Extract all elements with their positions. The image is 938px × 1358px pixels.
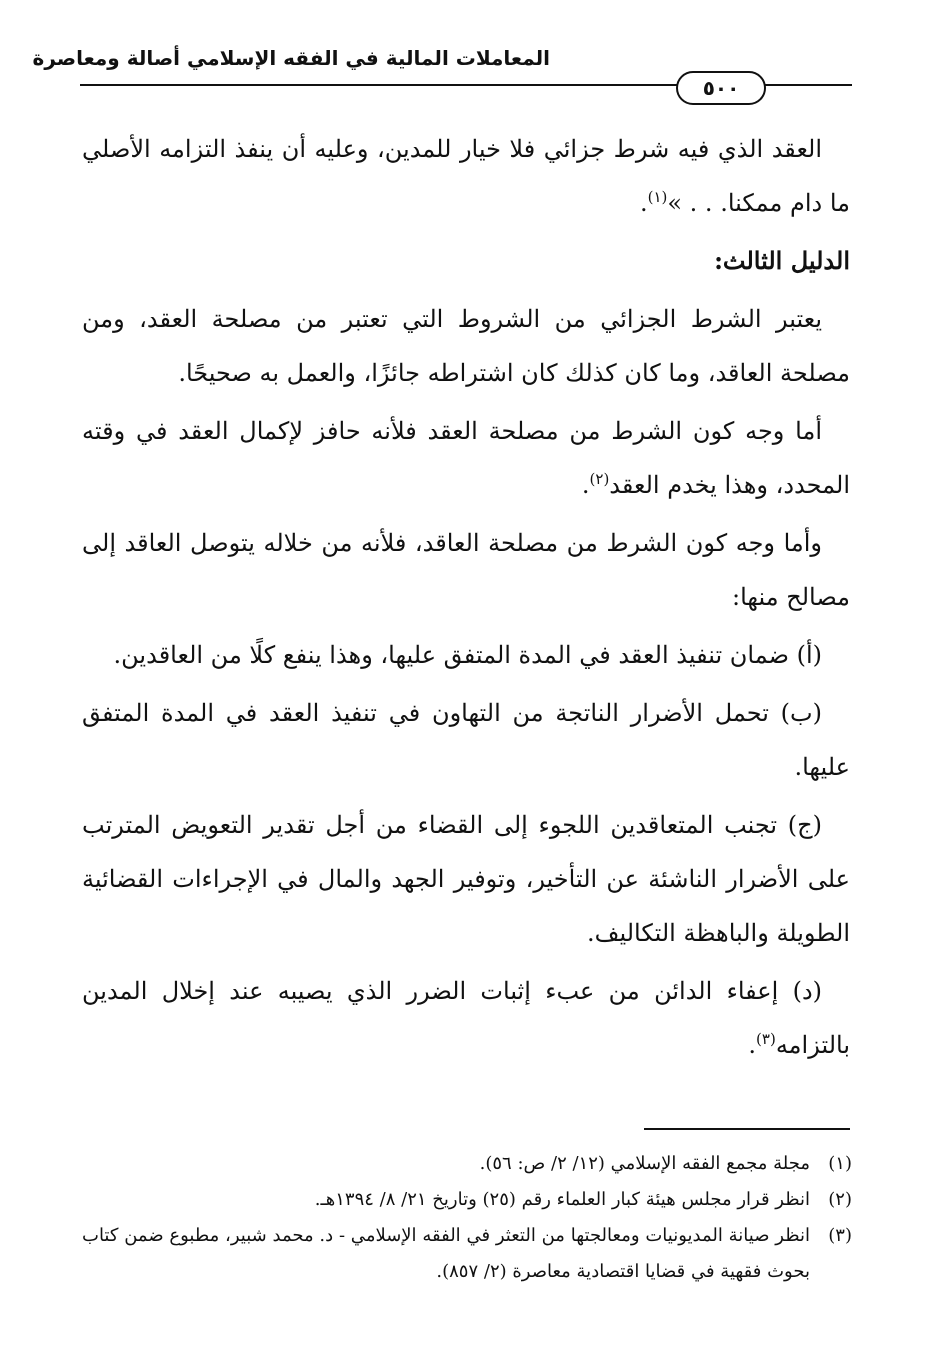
page-number: ٥٠٠ — [676, 71, 766, 105]
paragraph-third-evidence: يعتبر الشرط الجزائي من الشروط التي تعتبر من مصلحة العقد، ومن مصلحة العاقد، وما كان كذلك كان اشتراطه جائزًا، والعمل به صحيحًا. — [82, 305, 850, 387]
footnote-number: (١) — [828, 1153, 852, 1174]
list-item-a: (أ) ضمان تنفيذ العقد في المدة المتفق عليها، وهذا ينفع كلًا من العاقدين. — [113, 641, 822, 669]
footnote-separator — [644, 1128, 850, 1130]
paragraph-contract-interest — [82, 404, 850, 512]
list-item-b: (ب) تحمل الأضرار الناتجة من التهاون في تنفيذ العقد في المدة المتفق عليها. — [82, 699, 850, 781]
main-text — [82, 122, 850, 1076]
footnote-text: انظر صيانة المديونيات ومعالجتها من التعثر في الفقه الإسلامي - د. محمد شبير، مطبوع ضمن كتاب بحوث فقهية في قضايا اقتصادية معاصرة (٢/ ٨٥٧). — [82, 1225, 810, 1282]
footnote-number: (٢) — [828, 1189, 852, 1210]
paragraph-text: (د) إعفاء الدائن من عبء إثبات الضرر الذي يصيبه عند إخلال المدين بالتزامه — [82, 977, 850, 1059]
paragraph-party-interest: وأما وجه كون الشرط من مصلحة العاقد، فلأنه من خلاله يتوصل العاقد إلى مصالح منها: — [82, 529, 850, 611]
paragraph-quote-end — [82, 122, 850, 230]
paragraph-end-mark: . — [639, 189, 648, 217]
paragraph-text: أما وجه كون الشرط من مصلحة العقد فلأنه حافز لإكمال العقد في وقته المحدد، وهذا يخدم العقد — [82, 417, 850, 499]
footnote-ref-1: (١) — [647, 188, 668, 206]
footnote-3 — [82, 1218, 852, 1290]
footnotes — [82, 1146, 852, 1290]
paragraph-text: العقد الذي فيه شرط جزائي فلا خيار للمدين، وعليه أن ينفذ التزامه الأصلي ما دام ممكنا. . . » — [82, 135, 850, 217]
footnote-ref-2: (٢) — [589, 470, 610, 488]
list-item-d — [82, 964, 850, 1072]
footnote-ref-3: (٣) — [756, 1030, 776, 1048]
running-title: المعاملات المالية في الفقه الإسلامي أصالة ومعاصرة — [32, 46, 550, 70]
footnote-number: (٣) — [828, 1225, 852, 1246]
footnote-2 — [82, 1182, 852, 1218]
section-heading: الدليل الثالث: — [714, 246, 850, 275]
footnote-text: مجلة مجمع الفقه الإسلامي (١٢/ ٢/ ص: ٥٦). — [479, 1153, 810, 1174]
footnote-1 — [82, 1146, 852, 1182]
footnote-text: انظر قرار مجلس هيئة كبار العلماء رقم (٢٥) وتاريخ ٢١/ ٨/ ١٣٩٤هـ. — [314, 1189, 810, 1210]
paragraph-end-mark: . — [581, 471, 590, 499]
list-item-c: (ج) تجنب المتعاقدين اللجوء إلى القضاء من أجل تقدير التعويض المترتب على الأضرار الناشئة عن التأخير، وتوفير الجهد والمال في الإجراءات القضائية الطويلة والباهظة التكاليف. — [82, 811, 850, 947]
paragraph-end-mark: . — [748, 1031, 757, 1059]
